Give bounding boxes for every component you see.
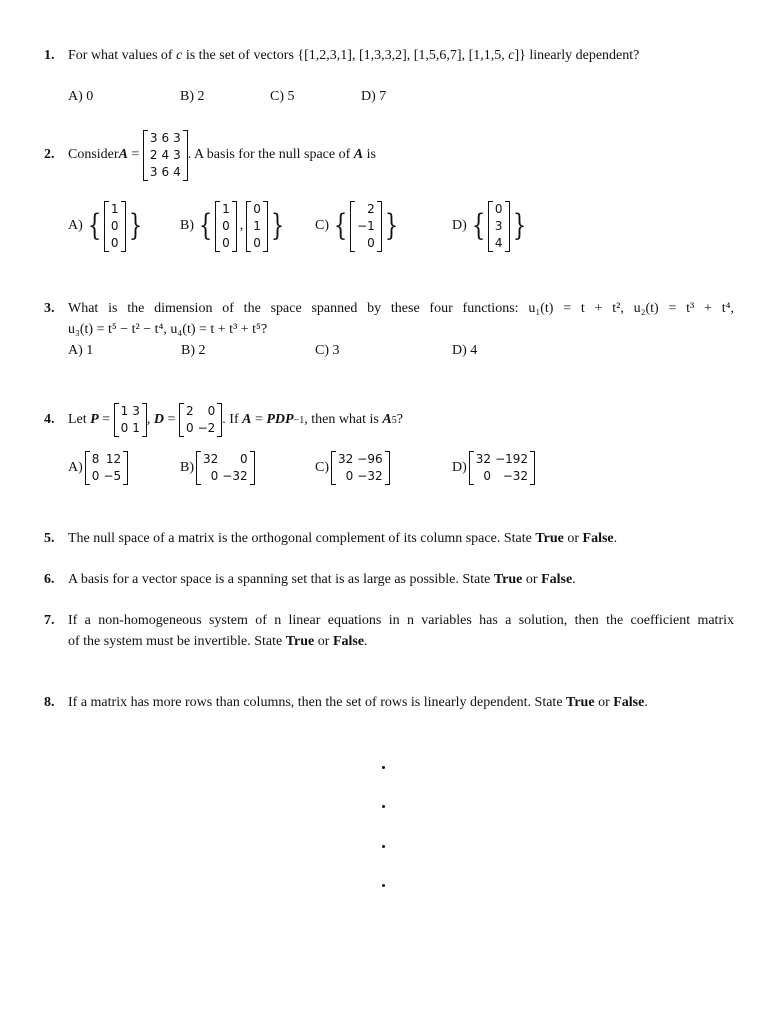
matrix-entry: 3 <box>132 404 140 418</box>
option-a[interactable]: A) 1 <box>68 343 94 358</box>
matrix-entry: −32 <box>357 469 383 483</box>
vector-set <box>488 201 510 252</box>
option-d[interactable]: D) 7 <box>361 89 387 104</box>
right-bracket <box>263 201 268 252</box>
dot <box>382 845 385 848</box>
matrix-entry: 0 <box>483 469 492 483</box>
right-bracket <box>385 451 390 485</box>
matrix-entry: 6 <box>161 130 170 145</box>
option-a[interactable]: A) 8 0 12 −5 <box>68 448 128 488</box>
continuation-dots <box>382 760 386 900</box>
matrix-entry: 3 <box>149 164 158 179</box>
false-label: False <box>582 531 614 546</box>
option-b[interactable]: B) { 1 0 0 , 0 1 0 } <box>180 201 285 250</box>
right-bracket <box>505 201 510 252</box>
matrix-entry: 3 <box>173 147 181 162</box>
question-number: 7. <box>44 613 55 628</box>
option-matrix <box>196 451 255 485</box>
column-vector <box>488 201 510 252</box>
matrix-entry: 3 <box>149 130 158 145</box>
dot <box>382 884 385 887</box>
matrix-entry: 0 <box>494 201 503 216</box>
right-bracket <box>121 201 126 252</box>
q4-options <box>68 448 568 488</box>
false-label: False <box>541 572 573 587</box>
matrix-entry: −2 <box>197 421 216 435</box>
matrix-entry: −1 <box>357 218 375 233</box>
matrix-entry: 4 <box>494 235 503 250</box>
option-d[interactable]: D) { 0 3 4 } <box>452 201 526 250</box>
matrix-entry: 1 <box>120 404 129 418</box>
right-bracket <box>232 201 237 252</box>
vector-set <box>350 201 382 252</box>
question-number: 4. <box>44 412 55 427</box>
matrix-entry: 0 <box>222 218 230 233</box>
question-number: 5. <box>44 531 55 546</box>
question-number: 3. <box>44 301 55 316</box>
matrix-entry: 1 <box>222 201 230 216</box>
matrix-entry: 32 <box>203 452 219 466</box>
option-c[interactable]: C) 3 <box>315 343 340 358</box>
question-text: For what values of c is the set of vectors {[1,2,3,1], [1,3,3,2], [1,5,6,7], [1,1,5, c]} linearly dependent? <box>68 48 640 63</box>
matrix-entry: 4 <box>161 147 170 162</box>
option-matrix <box>331 451 390 485</box>
matrix-entry: 0 <box>120 421 129 435</box>
matrix-entry: 2 <box>367 201 375 216</box>
option-c[interactable]: C) { 2 −1 0 } <box>315 201 399 250</box>
matrix-entry: 32 <box>475 452 492 466</box>
q3-options <box>68 340 548 361</box>
dot <box>382 766 385 769</box>
matrix-entry: 0 <box>91 469 100 483</box>
option-b[interactable]: B) 2 <box>180 89 205 104</box>
matrix-entry: 1 <box>110 201 119 216</box>
matrix-entry: −32 <box>222 469 248 483</box>
matrix-entry: 1 <box>132 421 140 435</box>
option-a[interactable]: A) 0 <box>68 89 94 104</box>
matrix-entry: 3 <box>173 130 181 145</box>
true-label: True <box>535 531 564 546</box>
question-text-line-1: If a non-homogeneous system of n linear equations in n variables has a solution, then the coefficient matrix <box>68 613 734 628</box>
question-number: 6. <box>44 572 55 587</box>
option-matrix <box>85 451 128 485</box>
option-a[interactable]: A) { 1 0 0 } <box>68 201 142 250</box>
matrix-entry: 0 <box>253 201 261 216</box>
column-vector <box>246 201 268 252</box>
question-text: If a matrix has more rows than columns, then the set of rows is linearly dependent. State True or False. <box>68 695 648 710</box>
question-text: The null space of a matrix is the orthogonal complement of its column space. State True or False. <box>68 531 618 546</box>
matrix-entry: 12 <box>105 452 122 466</box>
matrix-entry: 2 <box>149 147 158 162</box>
matrix-entry: 32 <box>338 452 354 466</box>
matrix-entry: 0 <box>367 235 375 250</box>
matrix-entry: −5 <box>103 469 122 483</box>
matrix-entry: −32 <box>502 469 529 483</box>
option-c[interactable]: C) 5 <box>270 89 295 104</box>
matrix-entry: 1 <box>253 218 261 233</box>
option-matrix <box>469 451 535 485</box>
matrix-entry: 0 <box>110 218 119 233</box>
matrix-entry: −192 <box>495 452 529 466</box>
matrix-p <box>114 403 147 437</box>
matrix-entry: −96 <box>357 452 383 466</box>
question-text: A basis for a vector space is a spanning set that is as large as possible. State True or False. <box>68 572 576 587</box>
matrix-entry: 3 <box>494 218 503 233</box>
vector-set <box>215 201 268 252</box>
right-bracket <box>250 451 255 485</box>
option-d[interactable]: D) 32 0 −192 −32 <box>452 448 535 488</box>
matrix-a <box>143 130 188 181</box>
question-text-line-1: What is the dimension of the space spanned by these four functions: u₁(t) = t + t², u₂(t) = t³ + t⁴, <box>68 301 734 316</box>
option-b[interactable]: B) 2 <box>181 343 206 358</box>
question-number: 2. <box>44 147 55 162</box>
column-vector <box>215 201 237 252</box>
q1-options <box>68 86 468 107</box>
right-bracket <box>530 451 535 485</box>
option-d[interactable]: D) 4 <box>452 343 478 358</box>
dot <box>382 805 385 808</box>
matrix-entry: 0 <box>207 404 216 418</box>
true-label: True <box>493 572 523 587</box>
question-1 <box>44 45 734 66</box>
true-label: True <box>285 634 315 649</box>
option-c[interactable]: C) 32 0 −96 −32 <box>315 448 390 488</box>
column-vector <box>350 201 382 252</box>
question-text-line-2: u₃(t) = t⁵ − t² − t⁴, u₄(t) = t + t³ + t⁵? <box>68 322 268 337</box>
matrix-entry: 8 <box>91 452 100 466</box>
question-5 <box>44 528 734 549</box>
false-label: False <box>613 695 645 710</box>
matrix-entry: 0 <box>345 469 354 483</box>
column-vector <box>104 201 126 252</box>
true-label: True <box>566 695 595 710</box>
matrix-entry: 0 <box>185 421 194 435</box>
question-number: 8. <box>44 695 55 710</box>
matrix-entry: 6 <box>161 164 170 179</box>
q2-options <box>68 196 568 256</box>
question-6 <box>44 569 734 590</box>
false-label: False <box>332 634 365 649</box>
question-4: 4. Let P = 1 0 3 1 , D = 2 0 0 −2 . If A = PDP −1 , then what is A 5 ? <box>44 404 403 435</box>
question-number: 1. <box>44 48 55 63</box>
right-bracket <box>377 201 382 252</box>
question-3 <box>44 298 734 340</box>
matrix-entry: 0 <box>222 235 230 250</box>
matrix-d <box>179 403 222 437</box>
matrix-entry: 0 <box>210 469 219 483</box>
matrix-entry: 4 <box>173 164 181 179</box>
matrix-entry: 0 <box>253 235 261 250</box>
matrix-entry: 0 <box>239 452 248 466</box>
matrix-entry: 0 <box>110 235 119 250</box>
right-bracket <box>123 451 128 485</box>
question-7 <box>44 610 734 652</box>
separator: , <box>239 218 244 233</box>
option-b[interactable]: B) 32 0 0 −32 <box>180 448 255 488</box>
question-2: 2. Consider A = 3 2 3 6 4 6 3 3 4 . A basis for the null space of A is <box>44 130 376 179</box>
question-text-line-2: of the system must be invertible. State True or False. <box>68 634 368 649</box>
vector-set <box>104 201 126 252</box>
matrix-entry: 2 <box>185 404 194 418</box>
question-8 <box>44 692 734 713</box>
